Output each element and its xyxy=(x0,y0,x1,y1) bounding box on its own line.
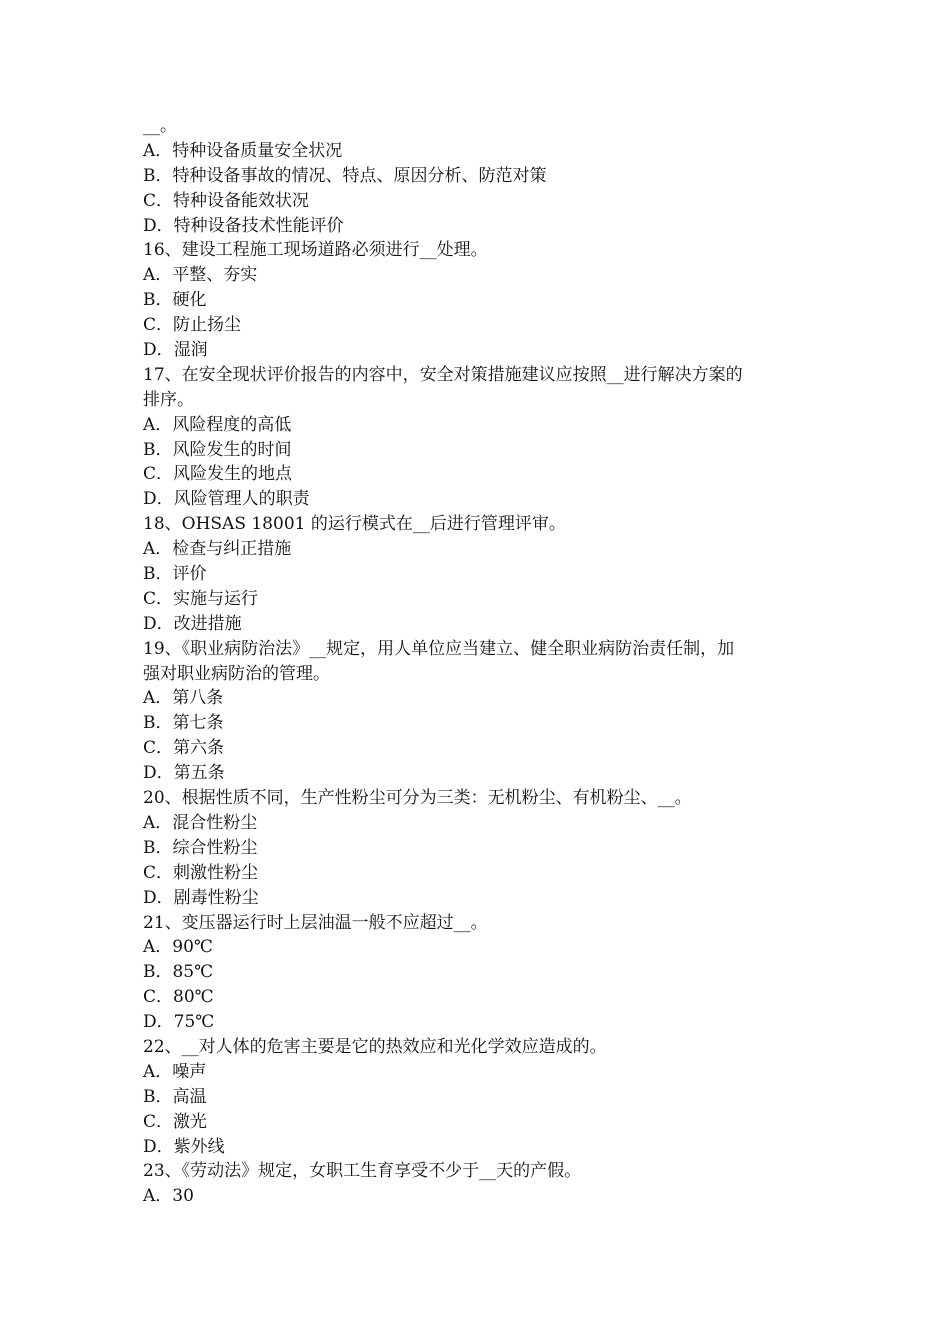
question-line-continued: 排序。 xyxy=(143,389,194,410)
option-line: A．90℃ xyxy=(143,937,213,958)
option-line: D．特种设备技术性能评价 xyxy=(143,215,344,236)
option-line: D．剧毒性粉尘 xyxy=(143,887,259,908)
document-body xyxy=(143,114,813,1209)
option-line: B．硬化 xyxy=(143,290,207,311)
option-line: C．风险发生的地点 xyxy=(143,464,293,485)
option-line: C．80℃ xyxy=(143,987,214,1008)
option-line: D．湿润 xyxy=(143,340,208,361)
option-line: D．改进措施 xyxy=(143,613,242,634)
option-line: D．风险管理人的职责 xyxy=(143,489,310,510)
question-line: 16、建设工程施工现场道路必须进行__处理。 xyxy=(143,240,488,261)
option-line: C．激光 xyxy=(143,1111,208,1132)
option-line: B．特种设备事故的情况、特点、原因分析、防范对策 xyxy=(143,165,547,186)
question-line: 18、OHSAS 18001 的运行模式在__后进行管理评审。 xyxy=(143,514,566,535)
option-line: B．高温 xyxy=(143,1086,207,1107)
question-line: 21、变压器运行时上层油温一般不应超过__。 xyxy=(143,912,488,933)
option-line: C．防止扬尘 xyxy=(143,315,242,336)
question-line: 22、__对人体的危害主要是它的热效应和光化学效应造成的。 xyxy=(143,1036,607,1057)
option-line: D．第五条 xyxy=(143,763,225,784)
text-line: __。 xyxy=(143,116,177,136)
option-line: B．85℃ xyxy=(143,962,214,983)
option-line: A．30 xyxy=(143,1186,194,1207)
option-line: A．平整、夯实 xyxy=(143,265,258,286)
option-line: D．75℃ xyxy=(143,1012,215,1033)
question-line: 23、《劳动法》规定，女职工生育享受不少于__天的产假。 xyxy=(143,1161,582,1182)
option-line: A．特种设备质量安全状况 xyxy=(143,140,343,161)
question-line: 19、《职业病防治法》__规定，用人单位应当建立、健全职业病防治责任制，加 xyxy=(143,638,735,659)
question-line: 17、在安全现状评价报告的内容中，安全对策措施建议应按照__进行解决方案的 xyxy=(143,364,743,385)
option-line: A．检查与纠正措施 xyxy=(143,539,292,560)
option-line: C．实施与运行 xyxy=(143,588,259,609)
option-line: B．综合性粉尘 xyxy=(143,837,258,858)
option-line: C．刺激性粉尘 xyxy=(143,862,259,883)
option-line: C．特种设备能效状况 xyxy=(143,190,310,211)
option-line: C．第六条 xyxy=(143,738,225,759)
option-line: A．混合性粉尘 xyxy=(143,812,258,833)
question-line-continued: 强对职业病防治的管理。 xyxy=(143,663,330,684)
option-line: B．评价 xyxy=(143,564,207,585)
option-line: A．第八条 xyxy=(143,688,224,709)
option-line: A．噪声 xyxy=(143,1061,207,1082)
option-line: B．第七条 xyxy=(143,713,224,734)
option-line: B．风险发生的时间 xyxy=(143,439,292,460)
question-line: 20、根据性质不同，生产性粉尘可分为三类：无机粉尘、有机粉尘、__。 xyxy=(143,788,692,809)
option-line: A．风险程度的高低 xyxy=(143,414,292,435)
option-line: D．紫外线 xyxy=(143,1136,225,1157)
